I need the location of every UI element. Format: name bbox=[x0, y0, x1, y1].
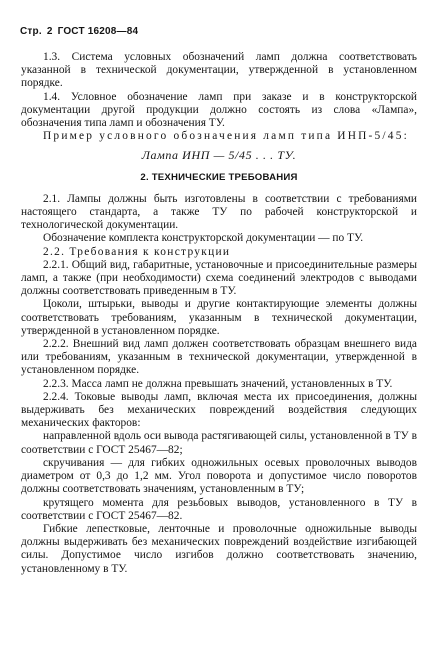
page-label: Стр. bbox=[20, 26, 42, 37]
paragraph-2-2-1-contacts: Цоколи, штырьки, выводы и другие контактирующие элементы должны соответствовать требованиям, указанным в технической документации, утвержденной в установленном порядке. bbox=[21, 298, 417, 337]
document-body bbox=[21, 51, 417, 576]
paragraph-2-2-1: 2.2.1. Общий вид, габаритные, установочные и присоединительные размеры ламп, а также (при необходимости) схема соединений электродов с выводами должны соответствовать приведенным в ТУ. bbox=[21, 258, 417, 298]
paragraph-2-1-designation: Обозначение комплекта конструкторской документации — по ТУ. bbox=[43, 232, 364, 245]
paragraph-1-3: 1.3. Система условных обозначений ламп должна соответствовать указанной в технической документации, утвержденной в установленном порядке. bbox=[21, 51, 417, 90]
example-intro: Пример условного обозначения ламп типа ИНП-5/45: bbox=[43, 130, 409, 143]
paragraph-2-1: 2.1. Лампы должны быть изготовлены в соответствии с требованиями настоящего стандарта, а также ТУ по рабочей конструкторской и технологической документации. bbox=[21, 192, 417, 232]
paragraph-2-2-4-tension: направленной вдоль оси вывода растягивающей силы, установленной в ТУ в соответствии с ГОСТ 25467—82; bbox=[21, 430, 417, 456]
paragraph-2-2-3: 2.2.3. Масса ламп не должна превышать значений, установленных в ТУ. bbox=[43, 377, 393, 390]
paragraph-2-2-2: 2.2.2. Внешний вид ламп должен соответствовать образцам внешнего вида или требованиям, указанным в технической документации, утвержденной в установленном порядке. bbox=[21, 338, 417, 377]
paragraph-2-2-4-twisting: скручивания — для гибких одножильных осевых проволочных выводов диаметром от 0,3 до 1,2 мм. Угол поворота и допустимое число поворотов должны соответствовать значениям, установленным в ТУ; bbox=[21, 456, 417, 496]
section-title: 2. ТЕХНИЧЕСКИЕ ТРЕБОВАНИЯ bbox=[140, 171, 298, 183]
paragraph-2-2-4-bending: Гибкие лепестковые, ленточные и проволочные одножильные выводы должны выдерживать без механических повреждений воздействие изгибающей силы. Допустимое число изгибов должно соответствовать значению, установленному в ТУ. bbox=[21, 522, 417, 575]
paragraph-2-2-heading: 2.2. Требования к конструкции bbox=[43, 245, 231, 258]
paragraph-2-2-4-torque: крутящего момента для резьбовых выводов, установленного в ТУ в соответствии с ГОСТ 25467—82. bbox=[21, 496, 417, 522]
page-number: 2 bbox=[46, 26, 53, 37]
example-designation: Лампа ИНП — 5/45 . . . ТУ. bbox=[141, 148, 297, 163]
standard-code: ГОСТ 16208—84 bbox=[57, 26, 139, 37]
paragraph-1-4: 1.4. Условное обозначение ламп при заказе и в конструкторской документации другой продукции должно состоять из слова «Лампа», обозначения типа ламп и обозначения ТУ. bbox=[21, 90, 417, 130]
paragraph-2-2-4: 2.2.4. Токовые выводы ламп, включая места их присоединения, должны выдерживать без механических повреждений воздействия следующих механических факторов: bbox=[21, 390, 417, 430]
page-header bbox=[20, 26, 143, 37]
